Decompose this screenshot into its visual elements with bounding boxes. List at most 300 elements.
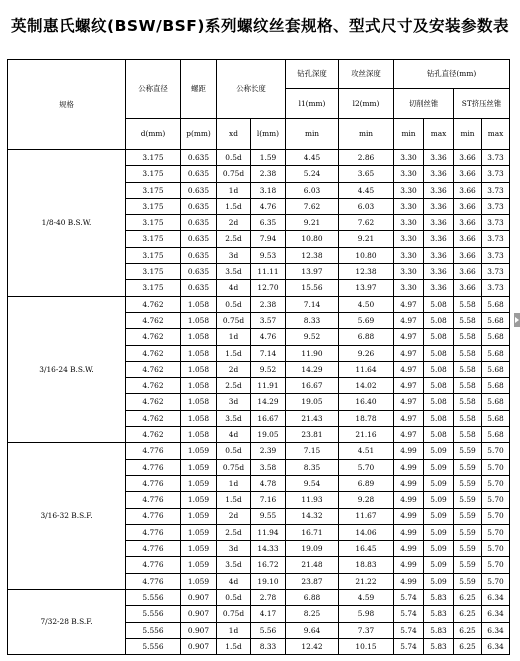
value-cell: 5.70 [482,541,510,557]
value-cell: 5.70 [482,492,510,508]
value-cell: 8.33 [251,638,286,654]
side-scroll-handle[interactable] [514,313,520,327]
value-cell: 6.34 [482,606,510,622]
value-cell: 6.25 [454,622,482,638]
value-cell: 14.29 [286,361,339,377]
value-cell: 4.76 [251,198,286,214]
value-cell: 5.59 [454,508,482,524]
value-cell: 1.058 [181,312,217,328]
value-cell: 4.97 [394,345,424,361]
value-cell: 1.058 [181,378,217,394]
value-cell: 3.66 [454,264,482,280]
value-cell: 1.058 [181,345,217,361]
value-cell: 3.30 [394,247,424,263]
value-cell: 5.59 [454,443,482,459]
header-st-tap: ST挤压丝锥 [454,89,510,119]
value-cell: 1.059 [181,459,217,475]
value-cell: 4.762 [126,361,181,377]
header-p-unit: p(mm) [181,119,217,150]
value-cell: 6.35 [251,215,286,231]
value-cell: 5.556 [126,622,181,638]
value-cell: 5.58 [454,312,482,328]
value-cell: 8.33 [286,312,339,328]
value-cell: 5.08 [424,312,454,328]
value-cell: 3.73 [482,231,510,247]
value-cell: 16.45 [339,541,394,557]
value-cell: 4.776 [126,524,181,540]
value-cell: 3.18 [251,182,286,198]
value-cell: 5.56 [251,622,286,638]
header-cut-tap: 切削丝锥 [394,89,454,119]
value-cell: 0.635 [181,166,217,182]
value-cell: 1.059 [181,524,217,540]
value-cell: 5.59 [454,557,482,573]
value-cell: 4.97 [394,361,424,377]
value-cell: 5.83 [424,590,454,606]
value-cell: 5.83 [424,606,454,622]
value-cell: 5.58 [454,361,482,377]
value-cell: 9.64 [286,622,339,638]
value-cell: 1d [217,475,251,491]
value-cell: 1.058 [181,410,217,426]
value-cell: 3.73 [482,166,510,182]
value-cell: 5.09 [424,475,454,491]
value-cell: 3.175 [126,264,181,280]
value-cell: 4.97 [394,410,424,426]
value-cell: 1.059 [181,541,217,557]
value-cell: 5.556 [126,638,181,654]
value-cell: 5.556 [126,606,181,622]
value-cell: 3.66 [454,231,482,247]
value-cell: 1.059 [181,557,217,573]
header-spec: 规格 [8,60,126,150]
value-cell: 5.68 [482,296,510,312]
value-cell: 5.08 [424,329,454,345]
value-cell: 14.32 [286,508,339,524]
value-cell: 0.635 [181,182,217,198]
value-cell: 3.66 [454,280,482,296]
value-cell: 0.907 [181,638,217,654]
value-cell: 9.28 [339,492,394,508]
value-cell: 4.776 [126,573,181,589]
value-cell: 16.71 [286,524,339,540]
value-cell: 1.058 [181,329,217,345]
value-cell: 4.51 [339,443,394,459]
value-cell: 14.06 [339,524,394,540]
value-cell: 2.5d [217,231,251,247]
value-cell: 4.45 [339,182,394,198]
value-cell: 1.058 [181,427,217,443]
value-cell: 4.97 [394,394,424,410]
value-cell: 14.33 [251,541,286,557]
value-cell: 3.30 [394,166,424,182]
value-cell: 3.36 [424,215,454,231]
value-cell: 1.5d [217,492,251,508]
value-cell: 1.058 [181,361,217,377]
value-cell: 19.05 [286,394,339,410]
value-cell: 4.17 [251,606,286,622]
value-cell: 2.39 [251,443,286,459]
value-cell: 0.635 [181,231,217,247]
value-cell: 4.97 [394,427,424,443]
value-cell: 11.94 [251,524,286,540]
value-cell: 3.73 [482,150,510,166]
value-cell: 4.762 [126,312,181,328]
value-cell: 0.907 [181,590,217,606]
value-cell: 0.907 [181,606,217,622]
value-cell: 6.03 [286,182,339,198]
value-cell: 4.762 [126,329,181,345]
value-cell: 4.776 [126,475,181,491]
value-cell: 3.175 [126,215,181,231]
value-cell: 11.90 [286,345,339,361]
value-cell: 5.68 [482,361,510,377]
value-cell: 0.635 [181,264,217,280]
value-cell: 2d [217,508,251,524]
value-cell: 5.74 [394,622,424,638]
value-cell: 5.09 [424,557,454,573]
value-cell: 10.80 [339,247,394,263]
value-cell: 3d [217,394,251,410]
value-cell: 13.97 [339,280,394,296]
value-cell: 3.66 [454,150,482,166]
value-cell: 1.059 [181,475,217,491]
header-l2: l2(mm) [339,89,394,119]
value-cell: 0.635 [181,198,217,214]
header-st-min: min [454,119,482,150]
value-cell: 4.97 [394,378,424,394]
value-cell: 5.58 [454,410,482,426]
value-cell: 4.762 [126,394,181,410]
value-cell: 3.65 [339,166,394,182]
value-cell: 9.21 [286,215,339,231]
value-cell: 3.30 [394,150,424,166]
value-cell: 4.99 [394,475,424,491]
value-cell: 4.99 [394,541,424,557]
value-cell: 3.30 [394,215,424,231]
value-cell: 12.70 [251,280,286,296]
value-cell: 5.58 [454,345,482,361]
header-drill-diameter: 钻孔直径(mm) [394,60,510,89]
value-cell: 18.78 [339,410,394,426]
value-cell: 4.99 [394,508,424,524]
spec-cell: 1/8-40 B.S.W. [8,150,126,297]
value-cell: 16.40 [339,394,394,410]
value-cell: 0.635 [181,215,217,231]
value-cell: 4.45 [286,150,339,166]
value-cell: 1.059 [181,573,217,589]
header-xd: xd [217,119,251,150]
value-cell: 5.08 [424,361,454,377]
value-cell: 3.73 [482,247,510,263]
header-st-max: max [482,119,510,150]
value-cell: 6.34 [482,638,510,654]
value-cell: 16.67 [286,378,339,394]
value-cell: 9.53 [251,247,286,263]
value-cell: 5.58 [454,296,482,312]
value-cell: 11.11 [251,264,286,280]
header-l1: l1(mm) [286,89,339,119]
value-cell: 5.70 [482,459,510,475]
value-cell: 12.38 [286,247,339,263]
value-cell: 7.15 [286,443,339,459]
value-cell: 19.09 [286,541,339,557]
value-cell: 3.36 [424,280,454,296]
value-cell: 11.93 [286,492,339,508]
value-cell: 5.556 [126,590,181,606]
value-cell: 1.5d [217,638,251,654]
value-cell: 3.175 [126,182,181,198]
value-cell: 3.66 [454,182,482,198]
value-cell: 2.86 [339,150,394,166]
value-cell: 5.70 [482,475,510,491]
value-cell: 3.5d [217,410,251,426]
value-cell: 0.5d [217,296,251,312]
value-cell: 9.52 [251,361,286,377]
value-cell: 4.776 [126,508,181,524]
value-cell: 5.58 [454,329,482,345]
value-cell: 3.66 [454,247,482,263]
value-cell: 3.5d [217,557,251,573]
value-cell: 3.66 [454,198,482,214]
value-cell: 6.34 [482,622,510,638]
value-cell: 3d [217,541,251,557]
value-cell: 3.73 [482,182,510,198]
value-cell: 4.76 [251,329,286,345]
value-cell: 4.78 [251,475,286,491]
spec-cell: 7/32-28 B.S.F. [8,590,126,655]
value-cell: 5.74 [394,606,424,622]
header-cut-max: max [424,119,454,150]
value-cell: 5.70 [482,573,510,589]
value-cell: 10.80 [286,231,339,247]
value-cell: 4.97 [394,296,424,312]
value-cell: 5.09 [424,443,454,459]
header-nominal-diameter: 公称直径 [126,60,181,119]
value-cell: 2d [217,361,251,377]
value-cell: 11.67 [339,508,394,524]
value-cell: 15.56 [286,280,339,296]
value-cell: 4.99 [394,557,424,573]
value-cell: 0.5d [217,443,251,459]
value-cell: 5.70 [482,557,510,573]
value-cell: 9.54 [286,475,339,491]
value-cell: 1.059 [181,508,217,524]
value-cell: 7.14 [251,345,286,361]
value-cell: 6.89 [339,475,394,491]
value-cell: 9.52 [286,329,339,345]
value-cell: 3.175 [126,166,181,182]
value-cell: 23.87 [286,573,339,589]
value-cell: 9.21 [339,231,394,247]
value-cell: 21.48 [286,557,339,573]
value-cell: 18.83 [339,557,394,573]
value-cell: 4.776 [126,459,181,475]
value-cell: 5.69 [339,312,394,328]
value-cell: 3.36 [424,166,454,182]
value-cell: 11.91 [251,378,286,394]
value-cell: 3.36 [424,198,454,214]
value-cell: 2.5d [217,524,251,540]
header-d-unit: d(mm) [126,119,181,150]
header-l-unit: l(mm) [251,119,286,150]
value-cell: 4d [217,280,251,296]
value-cell: 5.70 [482,508,510,524]
value-cell: 4.776 [126,541,181,557]
value-cell: 21.43 [286,410,339,426]
value-cell: 3.30 [394,231,424,247]
value-cell: 5.08 [424,296,454,312]
value-cell: 4.97 [394,329,424,345]
value-cell: 5.98 [339,606,394,622]
value-cell: 5.59 [454,492,482,508]
value-cell: 3.66 [454,166,482,182]
value-cell: 3.175 [126,150,181,166]
value-cell: 9.55 [251,508,286,524]
value-cell: 7.62 [286,198,339,214]
value-cell: 16.67 [251,410,286,426]
value-cell: 4.776 [126,443,181,459]
value-cell: 2d [217,215,251,231]
value-cell: 5.68 [482,329,510,345]
value-cell: 3.73 [482,264,510,280]
value-cell: 12.42 [286,638,339,654]
header-drill-depth: 钻孔深度 [286,60,339,89]
header-l2-min: min [339,119,394,150]
value-cell: 3.36 [424,150,454,166]
spec-cell: 3/16-24 B.S.W. [8,296,126,443]
header-tap-depth: 攻丝深度 [339,60,394,89]
value-cell: 7.14 [286,296,339,312]
value-cell: 3.58 [251,459,286,475]
value-cell: 4.97 [394,312,424,328]
value-cell: 6.25 [454,590,482,606]
value-cell: 3.30 [394,264,424,280]
value-cell: 7.37 [339,622,394,638]
value-cell: 4.776 [126,557,181,573]
value-cell: 13.97 [286,264,339,280]
value-cell: 3d [217,247,251,263]
value-cell: 0.635 [181,247,217,263]
value-cell: 14.29 [251,394,286,410]
header-pitch: 螺距 [181,60,217,119]
value-cell: 6.34 [482,590,510,606]
value-cell: 3.175 [126,231,181,247]
value-cell: 3.36 [424,231,454,247]
value-cell: 4.762 [126,378,181,394]
value-cell: 6.03 [339,198,394,214]
value-cell: 1d [217,622,251,638]
value-cell: 6.25 [454,606,482,622]
value-cell: 4d [217,427,251,443]
value-cell: 1.5d [217,345,251,361]
value-cell: 1.059 [181,443,217,459]
value-cell: 21.16 [339,427,394,443]
value-cell: 5.09 [424,508,454,524]
value-cell: 4d [217,573,251,589]
value-cell: 6.25 [454,638,482,654]
value-cell: 8.35 [286,459,339,475]
value-cell: 7.94 [251,231,286,247]
value-cell: 4.99 [394,443,424,459]
value-cell: 0.5d [217,590,251,606]
spec-cell: 3/16-32 B.S.F. [8,443,126,590]
value-cell: 5.68 [482,345,510,361]
value-cell: 5.70 [339,459,394,475]
header-l1-min: min [286,119,339,150]
value-cell: 3.5d [217,264,251,280]
value-cell: 5.68 [482,410,510,426]
value-cell: 3.66 [454,215,482,231]
header-cut-min: min [394,119,424,150]
value-cell: 1d [217,182,251,198]
page-title: 英制惠氏螺纹(BSW/BSF)系列螺纹丝套规格、型式尺寸及安装参数表 [11,17,509,35]
value-cell: 5.58 [454,394,482,410]
value-cell: 4.762 [126,296,181,312]
value-cell: 5.83 [424,638,454,654]
value-cell: 3.36 [424,247,454,263]
value-cell: 4.50 [339,296,394,312]
value-cell: 3.175 [126,247,181,263]
value-cell: 0.75d [217,459,251,475]
value-cell: 5.08 [424,394,454,410]
value-cell: 4.776 [126,492,181,508]
value-cell: 5.24 [286,166,339,182]
value-cell: 1.59 [251,150,286,166]
value-cell: 4.99 [394,492,424,508]
header-nominal-length: 公称长度 [217,60,286,119]
value-cell: 5.70 [482,443,510,459]
value-cell: 1.5d [217,198,251,214]
value-cell: 12.38 [339,264,394,280]
value-cell: 0.75d [217,606,251,622]
value-cell: 5.08 [424,345,454,361]
value-cell: 4.99 [394,524,424,540]
table-row [8,150,510,166]
value-cell: 4.762 [126,345,181,361]
value-cell: 0.635 [181,150,217,166]
value-cell: 5.70 [482,524,510,540]
value-cell: 5.59 [454,524,482,540]
value-cell: 19.05 [251,427,286,443]
value-cell: 1.058 [181,394,217,410]
value-cell: 3.73 [482,198,510,214]
value-cell: 5.74 [394,590,424,606]
value-cell: 2.5d [217,378,251,394]
value-cell: 3.30 [394,182,424,198]
value-cell: 5.68 [482,394,510,410]
value-cell: 4.762 [126,410,181,426]
value-cell: 1.058 [181,296,217,312]
value-cell: 3.73 [482,280,510,296]
value-cell: 5.08 [424,378,454,394]
value-cell: 21.22 [339,573,394,589]
value-cell: 7.62 [339,215,394,231]
value-cell: 5.59 [454,573,482,589]
value-cell: 7.16 [251,492,286,508]
value-cell: 5.08 [424,410,454,426]
value-cell: 3.30 [394,280,424,296]
value-cell: 5.58 [454,427,482,443]
value-cell: 1d [217,329,251,345]
value-cell: 3.175 [126,280,181,296]
value-cell: 5.83 [424,622,454,638]
value-cell: 5.58 [454,378,482,394]
value-cell: 5.09 [424,541,454,557]
value-cell: 3.57 [251,312,286,328]
value-cell: 0.635 [181,280,217,296]
value-cell: 5.59 [454,475,482,491]
